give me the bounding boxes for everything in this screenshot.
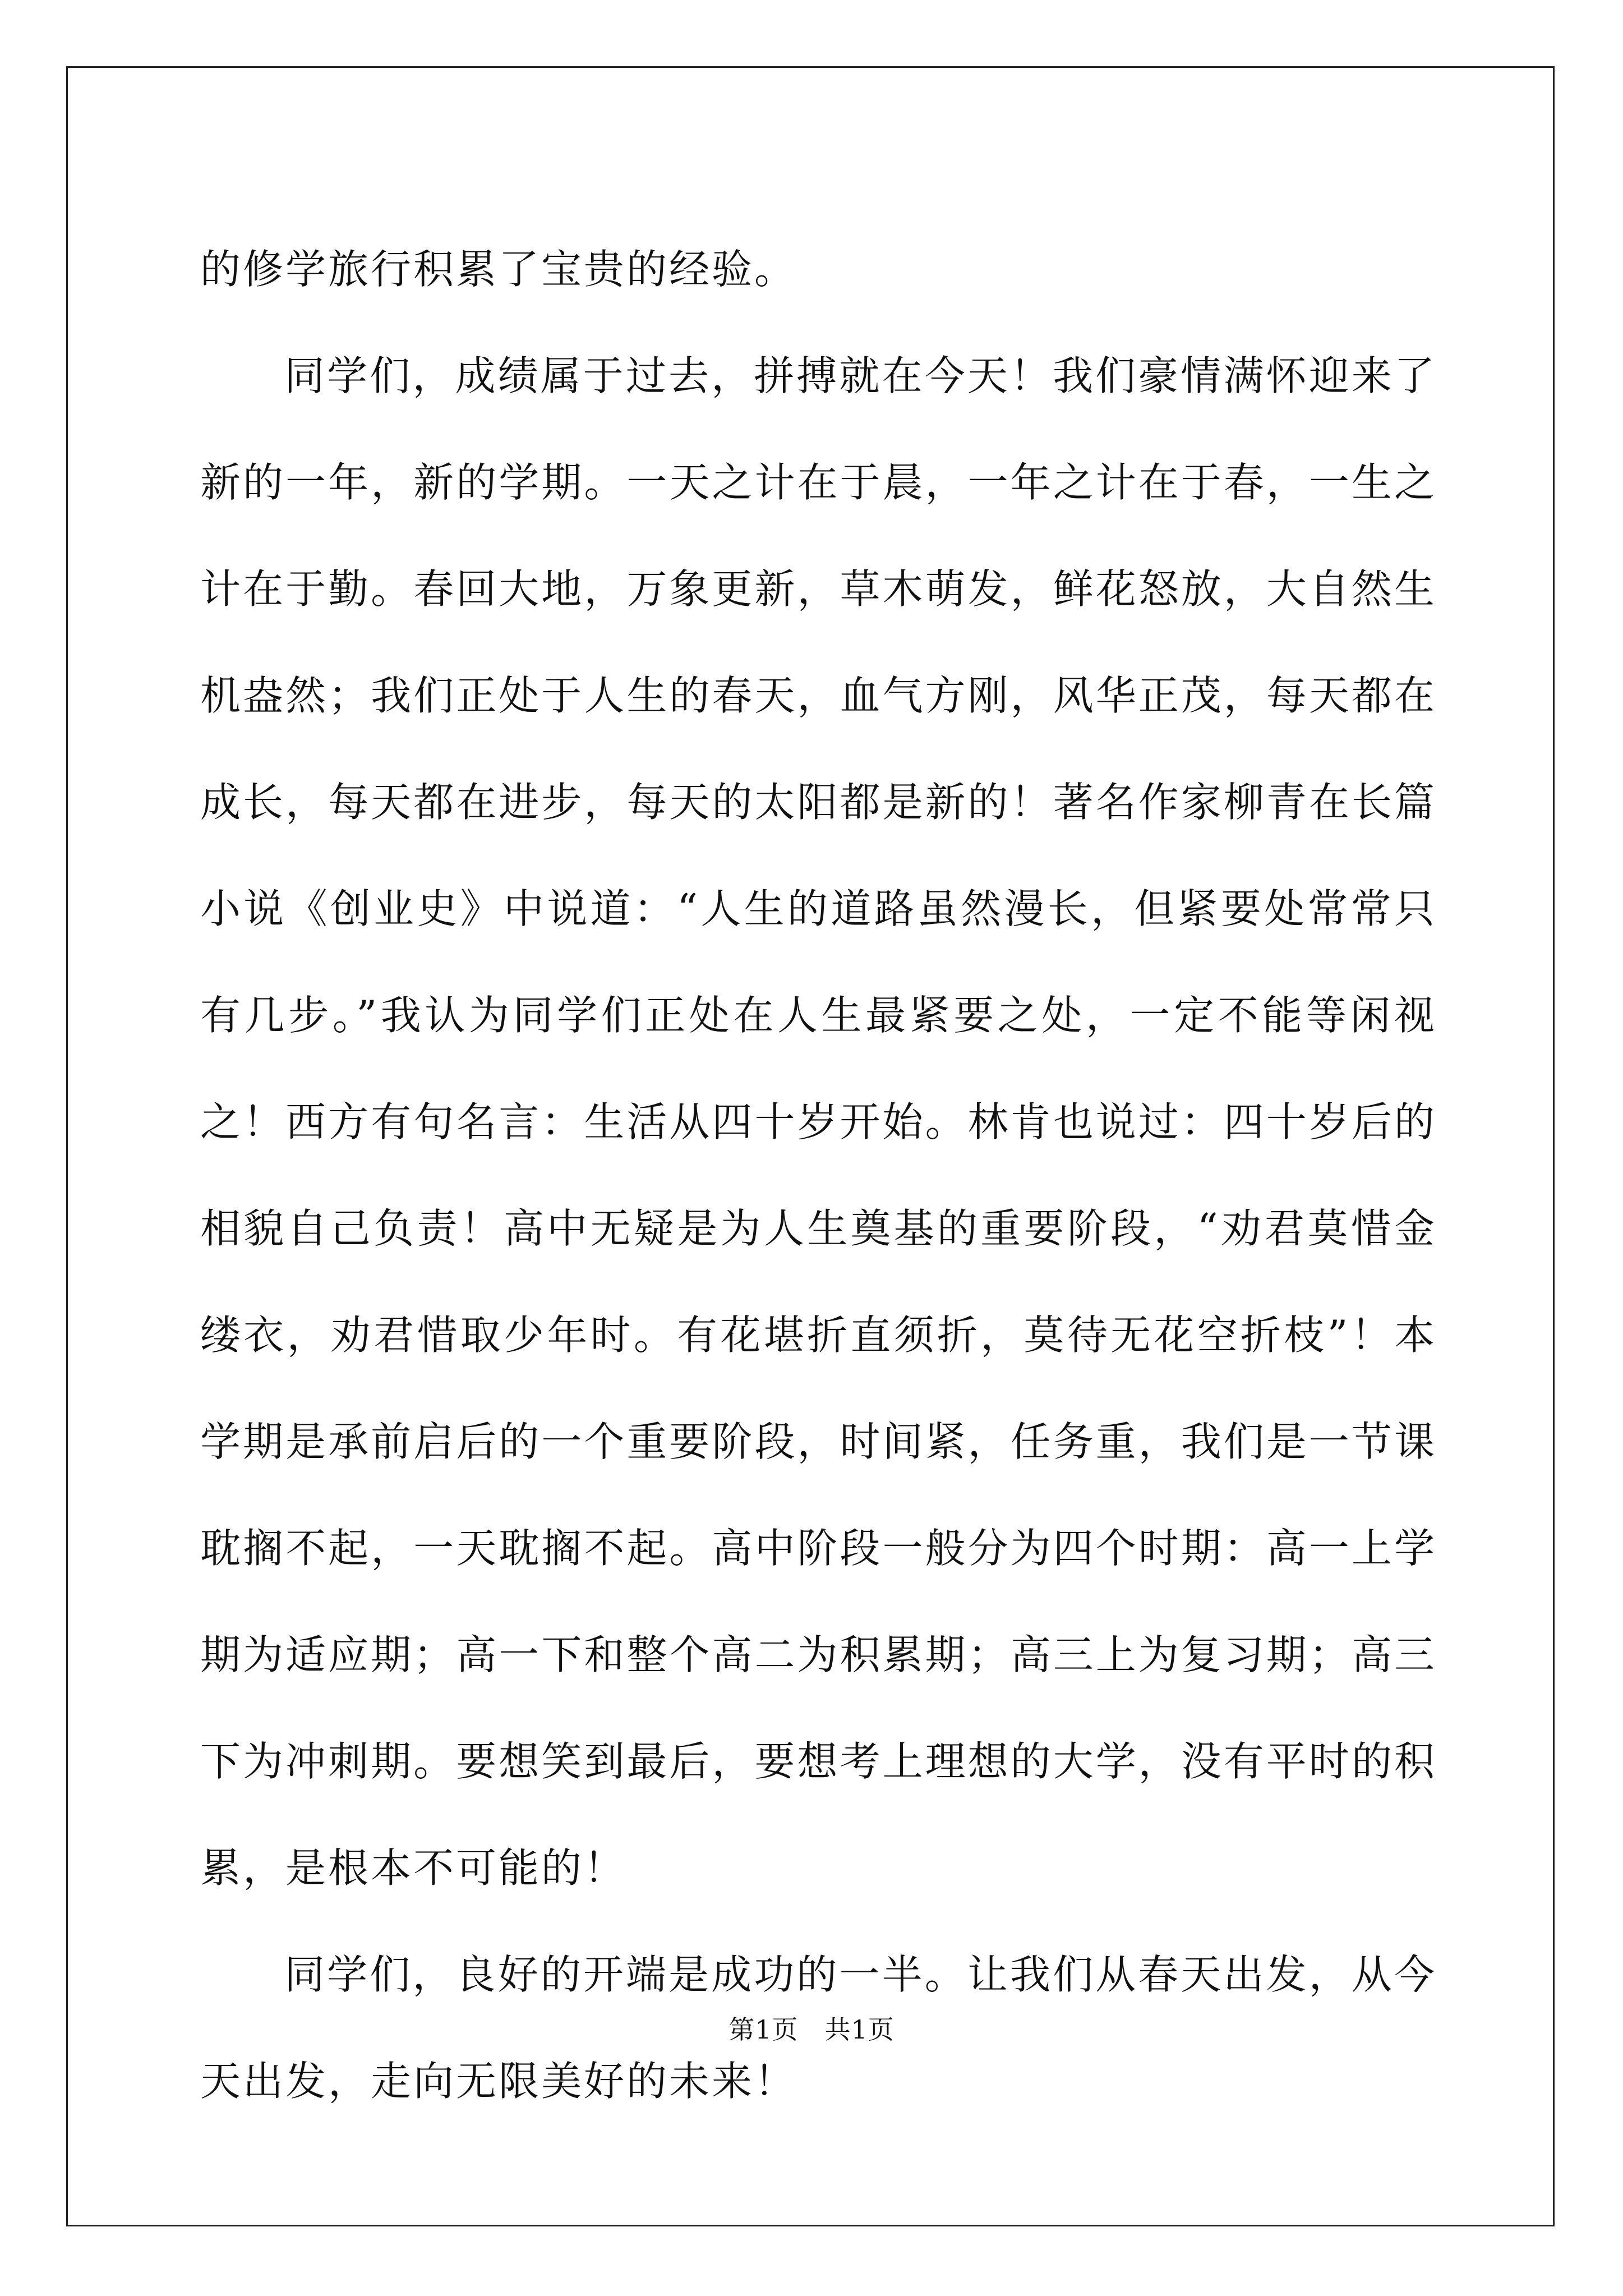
page-footer: 第1页 共1页 [728,2014,895,2045]
paragraph-2: 同学们，成绩属于过去，拼搏就在今天！我们豪情满怀迎来了新的一年，新的学期。一天之计在于晨，一年之计在于春，一生之计在于勤。春回大地，万象更新，草木萌发，鲜花怒放，大自然生机盎然；我们正处于人生的春天，血气方刚，风华正茂，每天都在成长，每天都在进步，每天的太阳都是新的！著名作家柳青在长篇小说《创业史》中说道：“人生的道路虽然漫长，但紧要处常常只有几步。”我认为同学们正处在人生最紧要之处，一定不能等闲视之！西方有句名言：生活从四十岁开始。林肯也说过：四十岁后的相貌自己负责！高中无疑是为人生奠基的重要阶段，“劝君莫惜金缕衣，劝君惜取少年时。有花堪折直须折，莫待无花空折枝”！本学期是承前启后的一个重要阶段，时间紧，任务重，我们是一节课耽搁不起，一天耽搁不起。高中阶段一般分为四个时期：高一上学期为适应期；高一下和整个高二为积累期；高三上为复习期；高三下为冲刺期。要想笑到最后，要想考上理想的大学，没有平时的积累，是根本不可能的！ [200,352,1437,1892]
paragraph-3: 同学们，良好的开端是成功的一半。让我们从春天出发，从今天出发，走向无限美好的未来！ [200,1951,1437,2105]
document-body [200,216,1437,2134]
paragraph-1: 的修学旅行积累了宝贵的经验。 [200,246,797,293]
